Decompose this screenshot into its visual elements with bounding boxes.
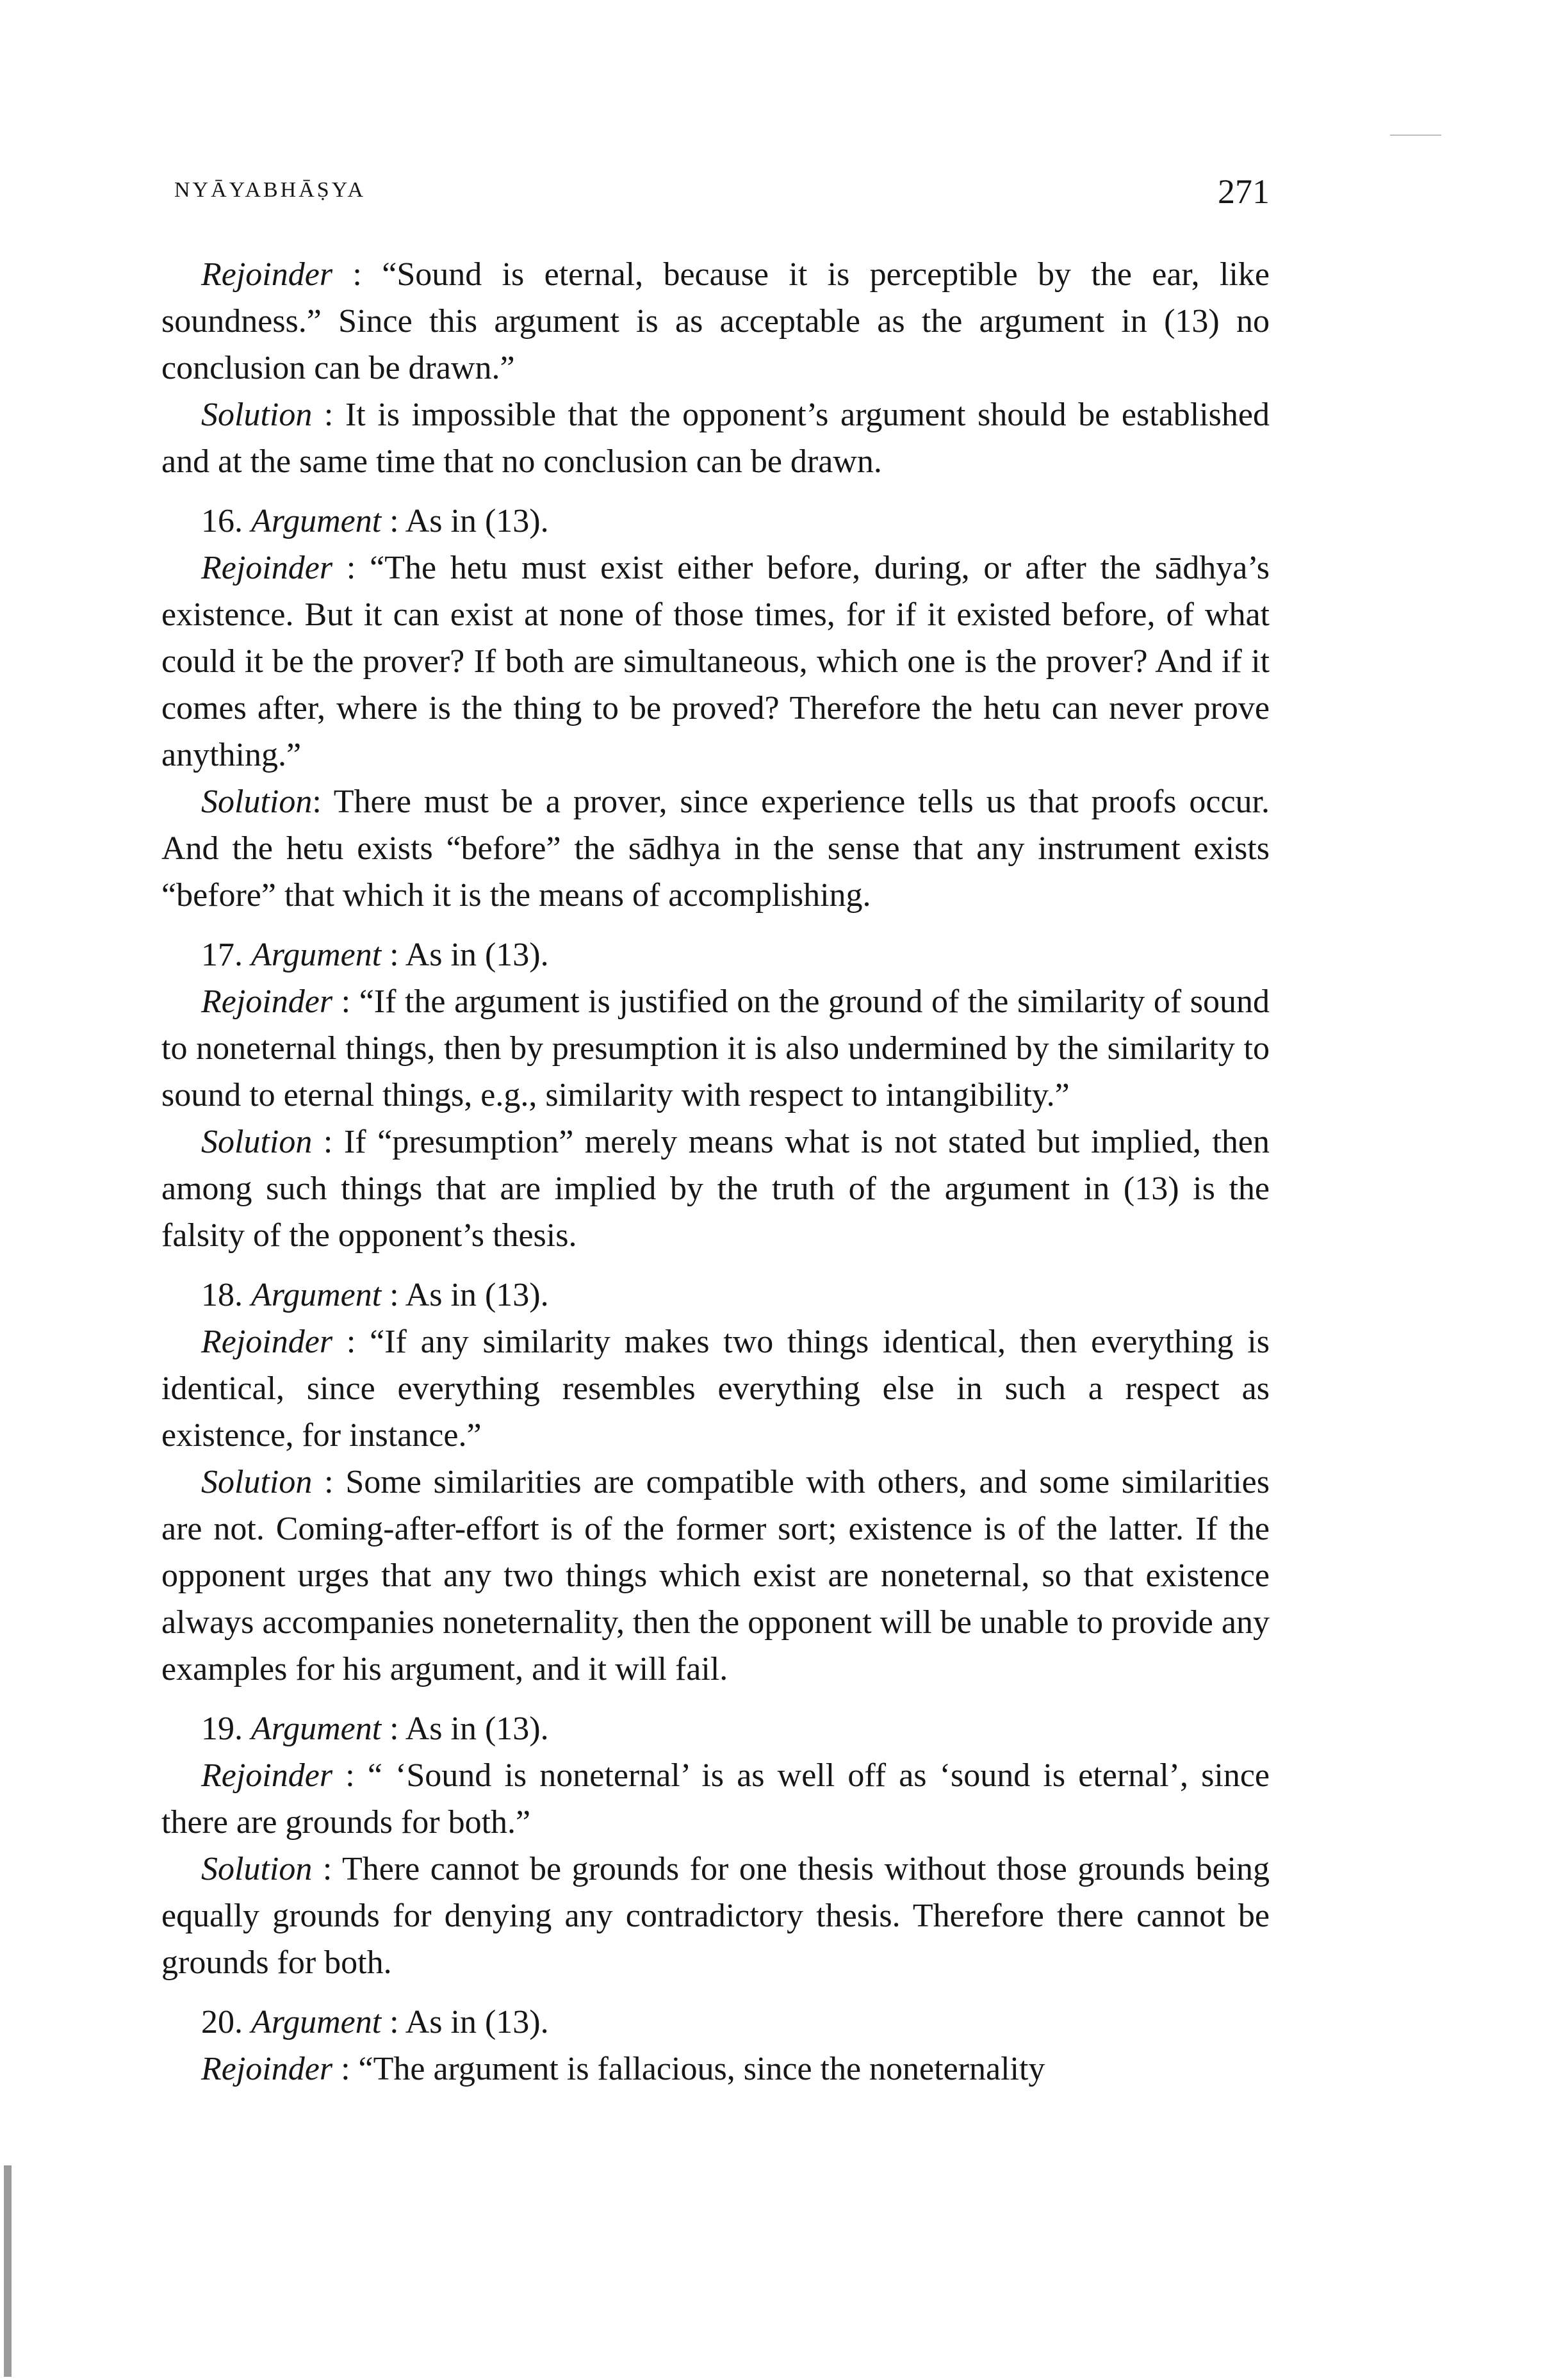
body-text: [161, 251, 1270, 2092]
page-number: 271: [1218, 172, 1270, 211]
paragraph-label: Argument: [251, 937, 382, 973]
label-separator: :: [332, 1757, 368, 1794]
label-separator: :: [312, 784, 334, 820]
paragraph-text: “If any similarity makes two things identical, then everything is identical, since everything resembles everything else in such a respect as existence, for instance.”: [161, 1324, 1270, 1454]
paragraph-text: “ ‘Sound is noneternal’ is as well off as ‘sound is eternal’, since there are grounds for both.”: [161, 1757, 1270, 1841]
paragraph-text: As in (13).: [405, 1277, 549, 1313]
section-number: 20.: [201, 2004, 251, 2040]
paragraph: [161, 1318, 1270, 1459]
paragraph: [161, 391, 1270, 485]
paragraph-text: There must be a prover, since experience tells us that proofs occur. And the hetu exists “before” the sādhya in the sense that any instrument exists “before” that which it is the means of accomplishing.: [161, 784, 1270, 914]
label-separator: :: [332, 256, 382, 293]
paragraph-text: If “presumption” merely means what is not stated but implied, then among such things that are implied by the truth of the argument in (13) is the falsity of the opponent’s thesis.: [161, 1124, 1270, 1254]
page-header: [174, 172, 1270, 217]
paragraph-label: Solution: [201, 1464, 313, 1500]
paragraph-label: Argument: [251, 1711, 382, 1747]
paragraph-text: “If the argument is justified on the ground of the similarity of sound to noneternal things, then by presumption it is also undermined by the similarity to sound to eternal things, e.g., similarity with respect to intangibility.”: [161, 983, 1270, 1113]
paragraph: [161, 1459, 1270, 1693]
paragraph-text: Some similarities are compatible with others, and some similarities are not. Coming-after-effort is of the former sort; existence is of the latter. If the opponent urges that any two things which exist are noneternal, so that existence always accompanies noneternality, then the opponent will be unable to provide any examples for his argument, and it will fail.: [161, 1464, 1270, 1687]
label-separator: :: [381, 937, 405, 973]
paragraph-label: Solution: [201, 397, 313, 433]
paragraph-text: “The hetu must exist either before, during, or after the sādhya’s existence. But it can exist at none of those times, for if it existed before, of what could it be the prover? If both are simultaneous, which one is the prover? And if it comes after, where is the thing to be proved? Therefore the hetu can never prove anything.”: [161, 550, 1270, 773]
paragraph-label: Rejoinder: [201, 2051, 333, 2087]
paragraph: [161, 1705, 1270, 1752]
section-number: 16.: [201, 503, 251, 539]
label-separator: :: [332, 983, 359, 1020]
paragraph-text: As in (13).: [405, 937, 549, 973]
paragraph: [161, 1846, 1270, 1986]
paragraph: [161, 978, 1270, 1119]
label-separator: :: [381, 2004, 405, 2040]
paragraph-label: Rejoinder: [201, 1324, 333, 1360]
paragraph-label: Solution: [201, 1851, 313, 1887]
paragraph-text: As in (13).: [405, 1711, 549, 1747]
paragraph-text: It is impossible that the opponent’s argument should be established and at the same time that no conclusion can be drawn.: [161, 397, 1270, 480]
label-separator: :: [332, 2051, 359, 2087]
paragraph-label: Rejoinder: [201, 1757, 333, 1794]
label-separator: :: [312, 1464, 346, 1500]
paragraph: [161, 498, 1270, 545]
paragraph-text: “Sound is eternal, because it is perceptible by the ear, like soundness.” Since this argument is as acceptable as the argument in (13) no conclusion can be drawn.”: [161, 256, 1270, 386]
paragraph: [161, 931, 1270, 978]
paragraph-text: As in (13).: [405, 2004, 549, 2040]
paragraph-label: Argument: [251, 1277, 382, 1313]
label-separator: :: [312, 1124, 344, 1160]
paragraph: [161, 1119, 1270, 1259]
label-separator: :: [381, 1277, 405, 1313]
running-head: NYĀYABHĀṢYA: [174, 178, 366, 202]
section-number: 18.: [201, 1277, 251, 1313]
label-separator: :: [381, 503, 405, 539]
paragraph: [161, 251, 1270, 391]
paragraph-label: Argument: [251, 2004, 382, 2040]
paragraph-label: Solution: [201, 1124, 313, 1160]
label-separator: :: [381, 1711, 405, 1747]
paragraph-label: Argument: [251, 503, 382, 539]
paragraph-text: “The argument is fallacious, since the noneternality: [358, 2051, 1045, 2087]
label-separator: :: [332, 550, 370, 586]
paragraph: [161, 778, 1270, 919]
paragraph: [161, 1999, 1270, 2046]
binding-edge-mark: [4, 2165, 12, 2377]
paragraph: [161, 1272, 1270, 1318]
paragraph: [161, 545, 1270, 778]
label-separator: :: [312, 397, 345, 433]
paragraph-label: Rejoinder: [201, 983, 333, 1020]
paragraph: [161, 2046, 1270, 2092]
paragraph-text: As in (13).: [405, 503, 549, 539]
paragraph-label: Solution: [201, 784, 313, 820]
label-separator: :: [332, 1324, 370, 1360]
top-edge-rule: [1390, 135, 1441, 136]
paragraph-label: Rejoinder: [201, 256, 333, 293]
paragraph-text: There cannot be grounds for one thesis without those grounds being equally grounds for denying any contradictory thesis. Therefore there cannot be grounds for both.: [161, 1851, 1270, 1981]
label-separator: :: [312, 1851, 342, 1887]
paragraph-label: Rejoinder: [201, 550, 333, 586]
section-number: 17.: [201, 937, 251, 973]
paragraph: [161, 1752, 1270, 1846]
section-number: 19.: [201, 1711, 251, 1747]
